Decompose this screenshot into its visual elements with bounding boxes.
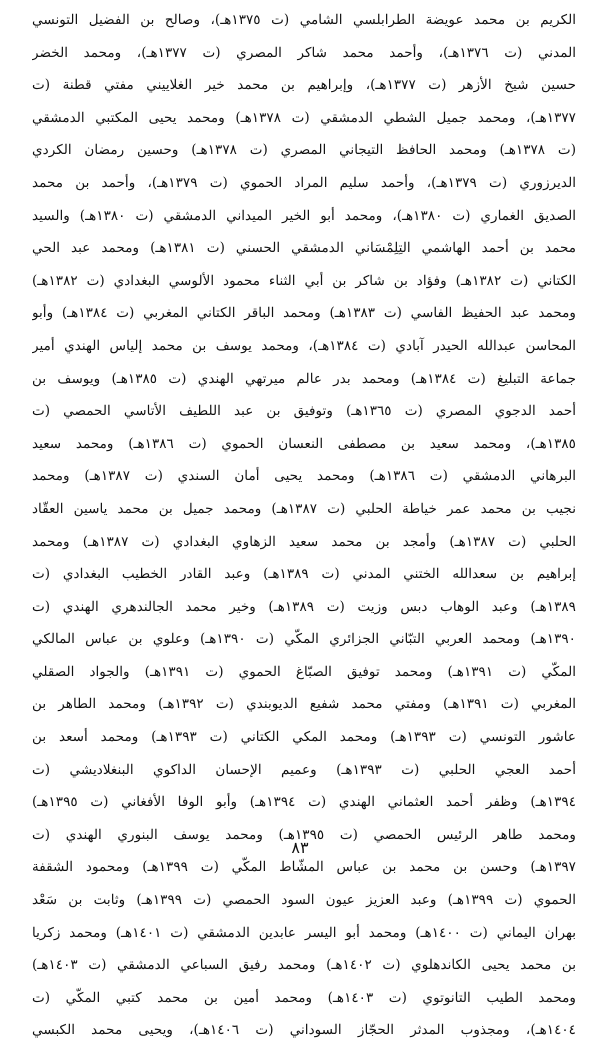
text-line: الكتاني (ت ١٣٨٢هـ) وفؤاد بن شاكر بن أبي الثناء محمود الألوسي البغدادي (ت ١٣٨٢هـ) bbox=[32, 272, 576, 289]
text-line: الحلبي (ت ١٣٨٧هـ) وأمجد بن محمد سعيد الزهاوي البغدادي (ت ١٣٨٧هـ) ومحمد bbox=[32, 533, 576, 550]
page-number: ٨٣ bbox=[291, 838, 309, 857]
text-line: ١٣٩٤هـ) وظفر أحمد العثماني الهندي (ت ١٣٩٤هـ) وأبو الوفا الأفغاني (ت ١٣٩٥هـ) bbox=[32, 794, 576, 811]
text-line: بهران اليماني (ت ١٤٠٠هـ) ومحمد أبو اليسر عابدين الدمشقي (ت ١٤٠١هـ) ومحمد زكريا bbox=[32, 924, 576, 941]
text-line: ١٣٧٧هـ)، ومحمد جميل الشطي الدمشقي (ت ١٣٧٨هـ) ومحمد يحيى المكتبي الدمشقي bbox=[32, 109, 576, 126]
text-line: ومحمد الطيب التانوتوي (ت ١٤٠٣هـ) ومحمد أمين بن محمد كتبي المكّي (ت bbox=[32, 989, 576, 1006]
text-line: المدني (ت ١٣٧٦هـ)، وأحمد محمد شاكر المصري (ت ١٣٧٧هـ)، ومحمد الخضر bbox=[32, 44, 576, 61]
text-line: حسين شيخ الأزهر (ت ١٣٧٧هـ)، وإبراهيم بن محمد خير الغلاييني مفتي قطنة (ت bbox=[32, 77, 576, 94]
text-line: المحاسن عبدالله الحيدر آبادي (ت ١٣٨٤هـ)، ومحمد يوسف بن محمد إلياس الهندي أمير bbox=[32, 337, 576, 354]
text-line: الكريم بن محمد عويضة الطرابلسي الشامي (ت ١٣٧٥هـ)، وصالح بن الفضيل التونسي bbox=[32, 12, 576, 28]
text-line: ١٣٩٠هـ) ومحمد العربي التبّاني الجزائري المكّي (ت ١٣٩٠هـ) وعلوي بن عباس المالكي bbox=[32, 631, 576, 648]
text-line: ومحمد طاهر الرئيس الحمصي (ت ١٣٩٥هـ) ومحمد يوسف البنوري الهندي (ت bbox=[32, 826, 576, 843]
text-line: ١٣٨٩هـ) وعبد الوهاب دبس وزيت (ت ١٣٨٩هـ) وخير محمد الجالندهري الهندي (ت bbox=[32, 598, 576, 615]
text-line: بن محمد يحيى الكاندهلوي (ت ١٤٠٢هـ) ومحمد رفيق السباعي الدمشقي (ت ١٤٠٣هـ) bbox=[32, 957, 576, 974]
text-line: محمد بن أحمد الهاشمي التِلِمْسَاني الدمشقي الحسني (ت ١٣٨١هـ) ومحمد عبد الحي bbox=[32, 240, 576, 257]
text-line: عاشور التونسي (ت ١٣٩٣هـ) ومحمد المكي الكتاني (ت ١٣٩٣هـ) ومحمد أسعد بن bbox=[32, 729, 576, 746]
text-line: ١٣٨٥هـ)، ومحمد سعيد بن مصطفى النعسان الحموي (ت ١٣٨٦هـ) ومحمد سعيد bbox=[32, 435, 576, 452]
text-line: المغربي (ت ١٣٩١هـ) ومفتي محمد شفيع الديوبندي (ت ١٣٩٢هـ) ومحمد الطاهر بن bbox=[32, 696, 576, 713]
text-line: الديرزوري (ت ١٣٧٩هـ)، وأحمد سليم المراد الحموي (ت ١٣٧٩هـ)، وأحمد بن محمد bbox=[32, 174, 576, 191]
text-line: (ت ١٣٧٨هـ) ومحمد الحافظ التيجاني المصري (ت ١٣٧٨هـ) وحسين رمضان الكردي bbox=[32, 142, 576, 159]
text-line: أحمد الدجوي المصري (ت ١٣٦٥هـ) وتوفيق بن عبد اللطيف الأتاسي الحمصي (ت bbox=[32, 403, 576, 420]
text-line: ١٤٠٤هـ)، ومجذوب المدثر الحجّاز السوداني (ت ١٤٠٦هـ)، ويحيى محمد الكبسي bbox=[32, 1022, 576, 1039]
text-line: ١٣٩٧هـ) وحسن بن محمد بن عباس المشّاط المكّي (ت ١٣٩٩هـ) ومحمود الشقفة bbox=[32, 859, 576, 876]
text-line: البرهاني الدمشقي (ت ١٣٨٦هـ) ومحمد يحيى أمان السندي (ت ١٣٨٧هـ) ومحمد bbox=[32, 468, 576, 485]
body-text bbox=[32, 4, 576, 1047]
text-line: الحموي (ت ١٣٩٩هـ) وعبد العزيز عيون السود الحمصي (ت ١٣٩٩هـ) وثابت بن سَعْد bbox=[32, 892, 576, 909]
text-line: المكّي (ت ١٣٩١هـ) ومحمد توفيق الصبّاغ الحموي (ت ١٣٩١هـ) والجواد الصقلي bbox=[32, 663, 576, 680]
text-line: جماعة التبليغ (ت ١٣٨٤هـ) ومحمد بدر عالم ميرتهي الهندي (ت ١٣٨٥هـ) ويوسف بن bbox=[32, 370, 576, 387]
text-line: أحمد العجي الحلبي (ت ١٣٩٣هـ) وعميم الإحسان الداكوي البنغلاديشي (ت bbox=[32, 761, 576, 778]
text-line: نجيب بن محمد عمر خياطة الحلبي (ت ١٣٨٧هـ) ومحمد جميل بن محمد ياسين العقّاد bbox=[32, 500, 576, 517]
text-line: إبراهيم بن سعدالله الختني المدني (ت ١٣٨٩هـ) وعبد القادر الخطيب البغدادي (ت bbox=[32, 566, 576, 583]
text-line: ومحمد عبد الحفيظ الفاسي (ت ١٣٨٣هـ) ومحمد الباقر الكتاني المغربي (ت ١٣٨٤هـ) وأبو bbox=[32, 305, 576, 322]
text-line: الصديق الغماري (ت ١٣٨٠هـ)، ومحمد أبو الخير الميداني الدمشقي (ت ١٣٨٠هـ) والسيد bbox=[32, 207, 576, 224]
